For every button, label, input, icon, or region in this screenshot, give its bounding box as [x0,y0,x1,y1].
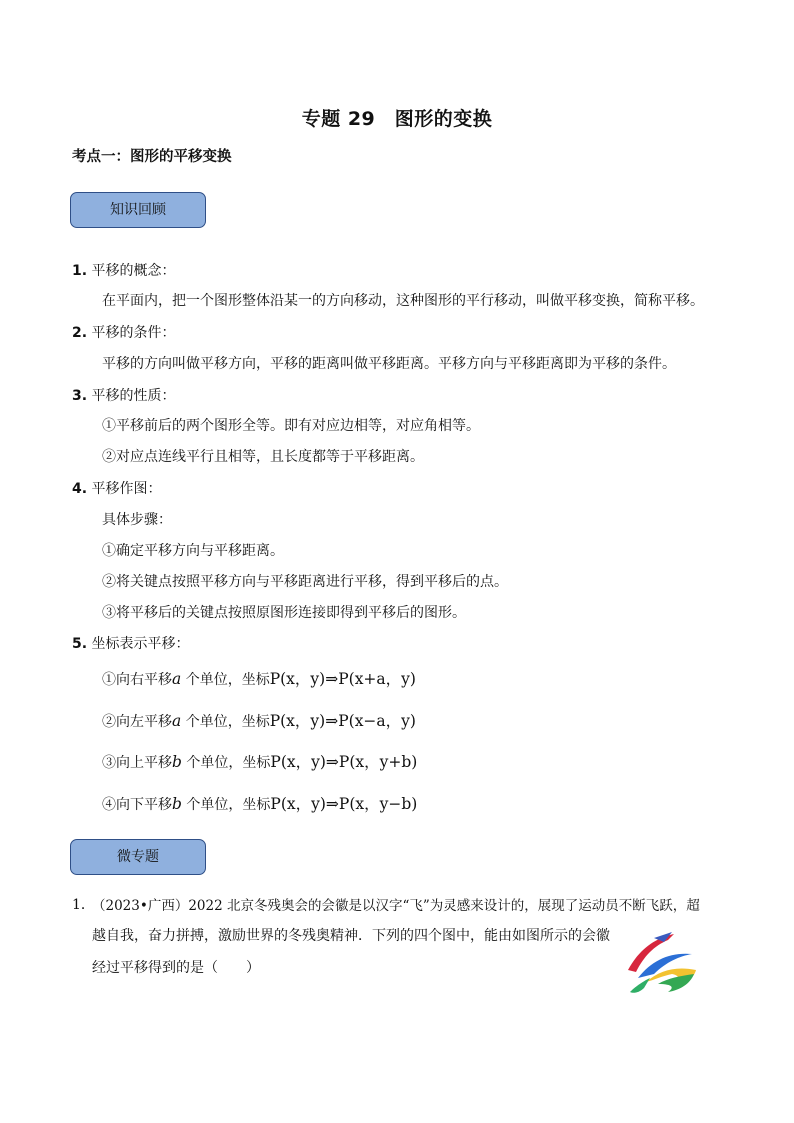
rule-formula: P(x，y)⇒P(x+a，y) [269,670,416,688]
rule-variable: a [172,670,182,688]
rule-variable: b [172,753,182,771]
rule-middle: 个单位，坐标 [181,755,271,771]
section-number: 1. [72,263,88,279]
rule-variable: b [172,795,182,813]
rule-prefix: ②向左平移 [102,714,172,730]
question-number: 1． [72,897,95,913]
section-title: 平移的性质： [91,388,176,404]
rule-prefix: ①向右平移 [102,672,172,688]
coordinate-rule [102,792,417,814]
rule-middle: 个单位，坐标 [181,797,271,813]
question-line: 越自我，奋力拼搏，激励世界的冬残奥精神．下列的四个图中，能由如图所示的会徽 [92,928,610,944]
section-heading [72,260,176,280]
section-number: 3. [72,388,88,404]
paragraph: 具体步骤： [102,512,172,528]
question-line: 经过平移得到的是（ ） [92,960,260,976]
rule-formula: P(x，y)⇒P(x−a，y) [269,712,416,730]
coordinate-rule [102,750,417,772]
section-number: 4. [72,481,88,497]
paragraph: 在平面内，把一个图形整体沿某一的方向移动，这种图形的平行移动，叫做平移变换，简称平移。 [102,293,704,309]
paragraph: ①确定平移方向与平移距离。 [102,543,284,559]
page-title: 专题 29 图形的变换 [301,108,493,130]
paragraph: ③将平移后的关键点按照原图形连接即得到平移后的图形。 [102,605,466,621]
section-number: 5. [72,636,88,652]
section-heading [72,385,176,405]
section-subtitle: 考点一：图形的平移变换 [72,149,232,165]
paragraph: ②将关键点按照平移方向与平移距离进行平移，得到平移后的点。 [102,574,508,590]
paragraph: 平移的方向叫做平移方向，平移的距离叫做平移距离。平移方向与平移距离即为平移的条件。 [102,356,676,372]
section-number: 2. [72,325,88,341]
section-title: 坐标表示平移： [91,636,190,652]
topic-badge: 微专题 [70,839,206,875]
rule-formula: P(x，y)⇒P(x，y−b) [270,795,418,813]
question-line: （2023•广西）2022 北京冬残奥会的会徽是以汉字“飞”为灵感来设计的，展现了运动员不断飞跃，超 [92,898,700,914]
section-title: 平移作图： [91,481,162,497]
section-title: 平移的概念： [91,263,176,279]
review-badge: 知识回顾 [70,192,206,228]
section-heading [72,478,162,498]
rule-formula: P(x，y)⇒P(x，y+b) [270,753,418,771]
rule-prefix: ③向上平移 [102,755,172,771]
rule-prefix: ④向下平移 [102,797,172,813]
rule-middle: 个单位，坐标 [181,672,270,688]
section-heading [72,633,190,653]
section-title: 平移的条件： [91,325,176,341]
paragraph: ①平移前后的两个图形全等。即有对应边相等，对应角相等。 [102,418,480,434]
rule-variable: a [172,712,182,730]
coordinate-rule [102,667,416,689]
paragraph: ②对应点连线平行且相等，且长度都等于平移距离。 [102,449,424,465]
section-heading [72,322,176,342]
coordinate-rule [102,709,416,731]
paralympic-emblem-image [624,930,700,998]
rule-middle: 个单位，坐标 [181,714,270,730]
